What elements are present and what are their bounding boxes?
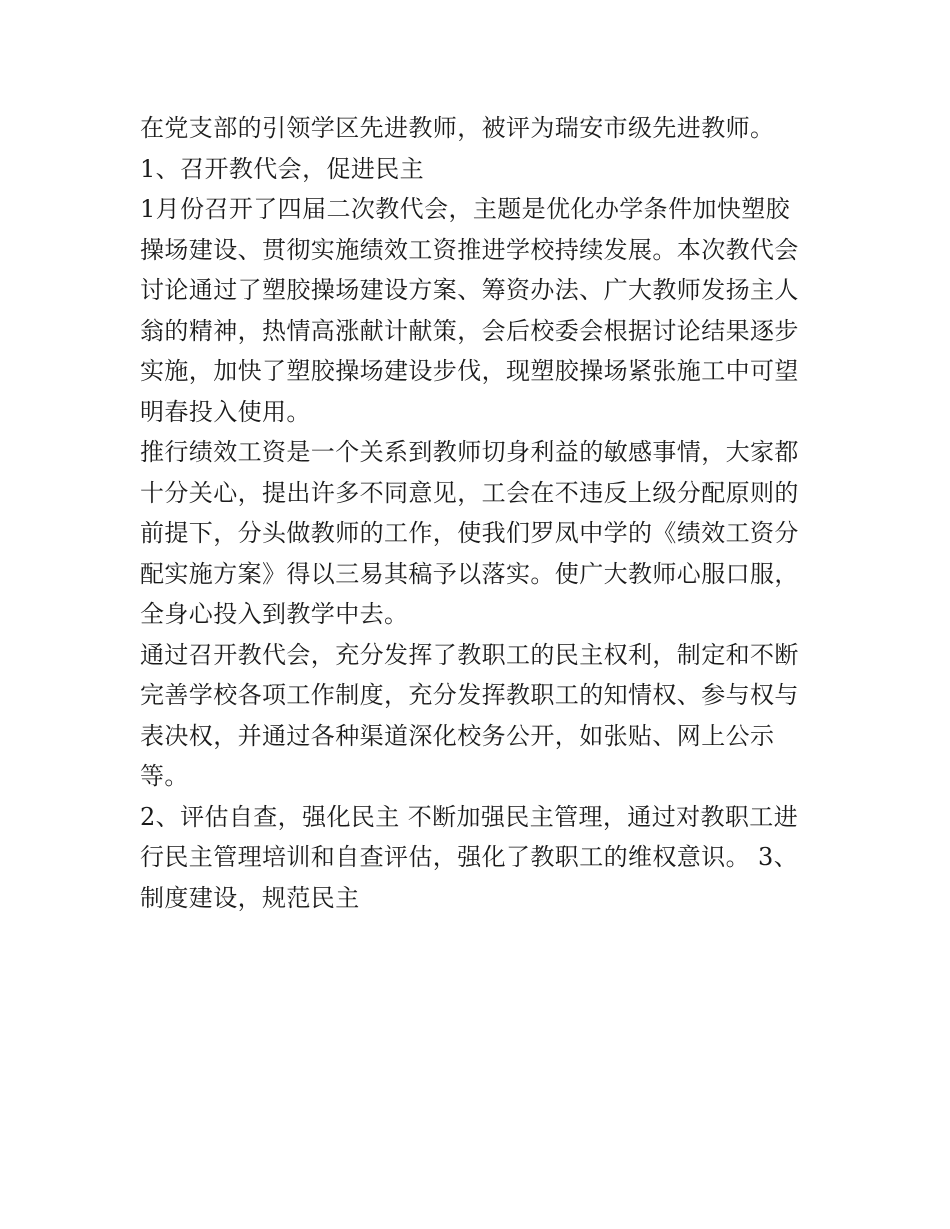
text-line: 表决权，并通过各种渠道深化校务公开，如张贴、网上公示 — [140, 721, 775, 750]
text-line: 明春投入使用。 — [140, 397, 311, 426]
text-line: 推行绩效工资是一个关系到教师切身利益的敏感事情，大家都 — [140, 438, 799, 466]
text-line: 通过召开教代会，充分发挥了教职工的民主权利，制定和不断 — [140, 640, 799, 669]
text-line: 配实施方案》得以三易其稿予以落实。使广大教师心服口服， — [140, 559, 799, 588]
section-heading-1: 1、召开教代会，促进民主 — [140, 154, 425, 183]
section-heading-2: 2、评估自查，强化民主 不断加强民主管理，通过对教职工进 — [140, 802, 799, 831]
text-line: 翁的精神，热情高涨献计献策，会后校委会根据讨论结果逐步 — [140, 316, 799, 345]
text-line: 实施，加快了塑胶操场建设步伐，现塑胶操场紧张施工中可望 — [140, 357, 799, 385]
document-body — [140, 108, 820, 918]
text-line: 1月份召开了四届二次教代会，主题是优化办学条件加快塑胶 — [140, 195, 791, 223]
text-line: 等。 — [140, 762, 189, 790]
text-line: 前提下，分头做教师的工作，使我们罗凤中学的《绩效工资分 — [140, 519, 799, 547]
text-line: 在党支部的引领学区先进教师，被评为瑞安市级先进教师。 — [140, 114, 775, 142]
text-line: 完善学校各项工作制度，充分发挥教职工的知情权、参与权与 — [140, 681, 799, 709]
text-line: 操场建设、贯彻实施绩效工资推进学校持续发展。本次教代会 — [140, 235, 799, 264]
text-line: 全身心投入到教学中去。 — [140, 600, 409, 628]
section-heading-3: 制度建设，规范民主 — [140, 883, 360, 912]
text-line: 行民主管理培训和自查评估，强化了教职工的维权意识。 3、 — [140, 843, 799, 871]
text-line: 十分关心，提出许多不同意见，工会在不违反上级分配原则的 — [140, 478, 799, 507]
text-line: 讨论通过了塑胶操场建设方案、筹资办法、广大教师发扬主人 — [140, 276, 799, 304]
